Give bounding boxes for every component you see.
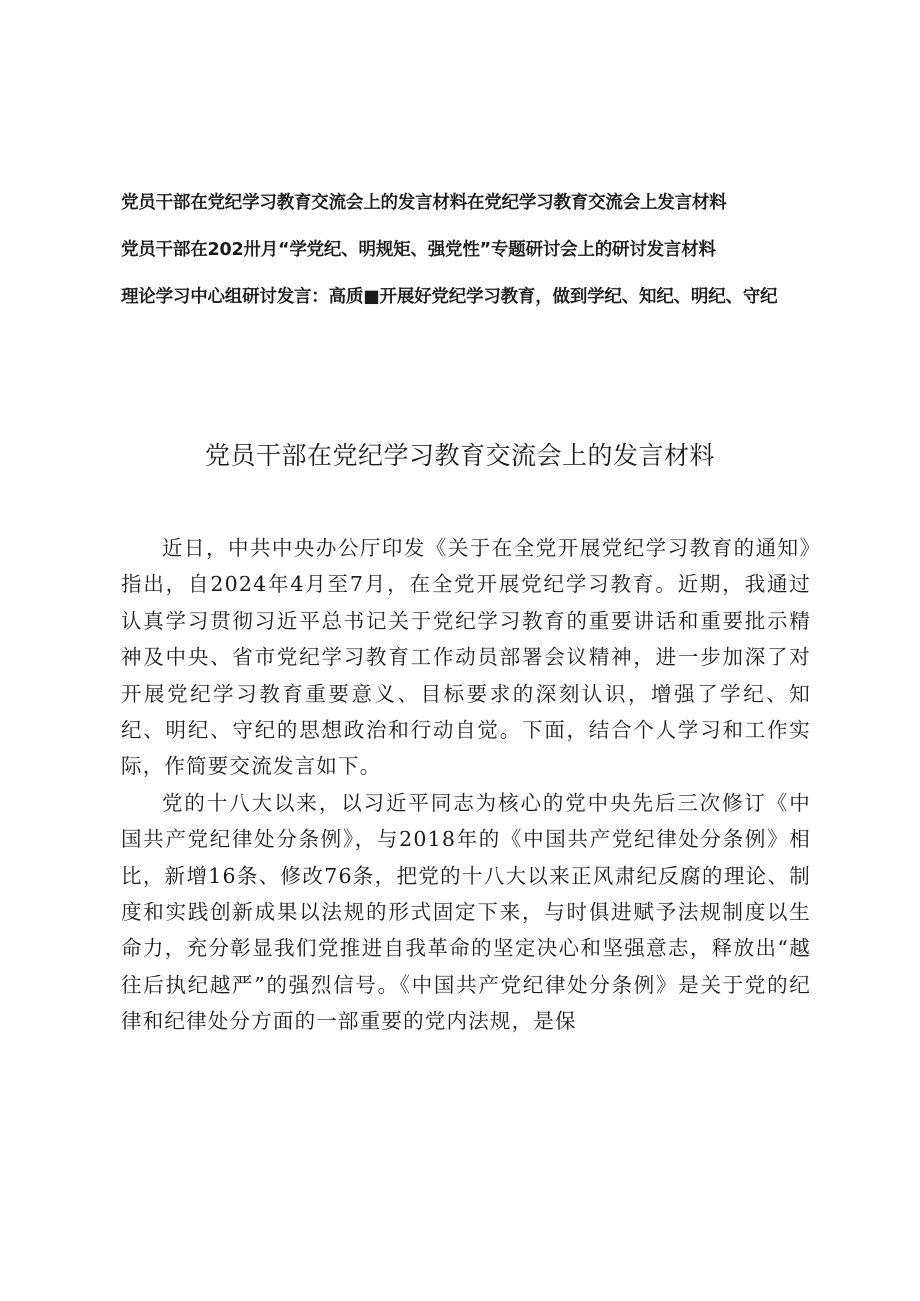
- table-of-contents: [121, 186, 811, 327]
- toc-item-2: 党员干部在202卅月“学党纪、明规矩、强党性”专题研讨会上的研讨发言材料: [121, 240, 716, 260]
- document-body: [121, 530, 811, 1040]
- toc-item-3: 理论学习中心组研讨发言：高质■开展好党纪学习教育，做到学纪、知纪、明纪、守纪: [121, 287, 778, 307]
- paragraph-2: 党的十八大以来，以习近平同志为核心的党中央先后三次修订《中国共产党纪律处分条例》，与2018年的《中国共产党纪律处分条例》相比，新增16条、修改76条，把党的十八大以来正风肃纪反腐的理论、制度和实践创新成果以法规的形式固定下来，与时俱进赋予法规制度以生命力，充分彰显我们党推进自我革命的坚定决心和坚强意志，释放出“越往后执纪越严”的强烈信号。《中国共产党纪律处分条例》是关于党的纪律和纪律处分方面的一部重要的党内法规，是保: [121, 790, 811, 1034]
- document-title: 党员干部在党纪学习教育交流会上的发言材料: [204, 441, 715, 470]
- toc-item-1: 党员干部在党纪学习教育交流会上的发言材料在党纪学习教育交流会上发言材料: [121, 193, 727, 213]
- paragraph-1: 近日，中共中央办公厅印发《关于在全党开展党纪学习教育的通知》指出，自2024年4月至7月，在全党开展党纪学习教育。近期，我通过认真学习贯彻习近平总书记关于党纪学习教育的重要讲话和重要批示精神及中央、省市党纪学习教育工作动员部署会议精神，进一步加深了对开展党纪学习教育重要意义、目标要求的深刻认识，增强了学纪、知纪、明纪、守纪的思想政治和行动自觉。下面，结合个人学习和工作实际，作简要交流发言如下。: [121, 536, 811, 779]
